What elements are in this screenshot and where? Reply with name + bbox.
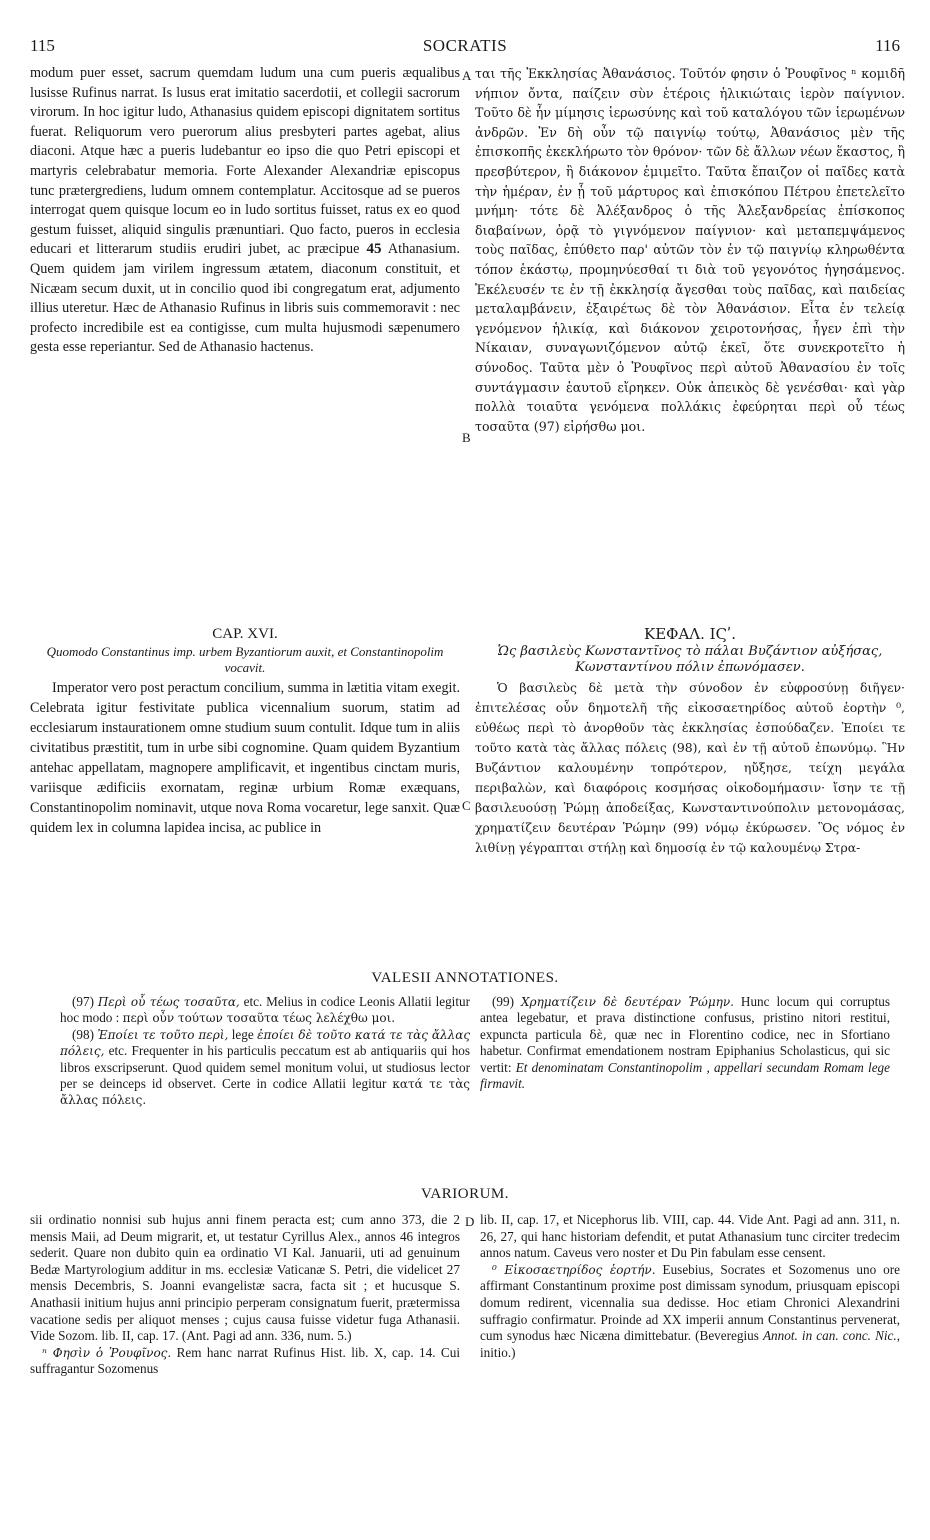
chapter-subtitle-greek: Ὡς βασιλεὺς Κωνσταντῖνος τὸ πάλαι Βυζάντιον αὐξήσας, Κωνσταντίνου πόλιν ἐπωνόμασεν.	[497, 644, 883, 675]
chapter-heading-greek: ΚΕΦΑΛ. ΙϚʹ.	[644, 625, 736, 643]
chapter-heading-latin: CAP. XVI.	[212, 626, 278, 642]
annotations-title: VALESII ANNOTATIONES.	[371, 970, 559, 986]
running-title: SOCRATIS	[422, 36, 508, 55]
page-number-right: 116	[875, 36, 900, 55]
annotations-right	[480, 994, 890, 1164]
variorum-left-p1: sii ordinatio nonnisi sub hujus anni finem peracta est; cum anno 373, die 2 mensis Maii, ad Deum migrarit, et, ut testatur Cyrillus Alex., annos 46 integros sederit. Quare non dubito quin ea ordinatio VI Kal. Januarii, uti ad genuinum Bedæ Martyrologium additur in ms. ecclesiæ Vaticanæ S. Petri, die videlicet 27 mensis Decembris, S. Joanni evangelistæ sacra, facta sit ; et hucusque S. Anathasii initium hujus anni principio perperam consignatum fuerit, prætermissa vacatione sedis per aliquot menses ; cujus causa fuisse videtur fuga Athanasii. Vide Sozom. lib. II, cap. 17. (Ant. Pagi ad ann. 336, num. 5.)	[30, 1212, 460, 1344]
chapter-latin	[30, 624, 460, 874]
variorum-right	[480, 1212, 900, 1512]
chapter-body-latin: Imperator vero post peractum concilium, summa in lætitia vitam exegit. Celebrata igitur festivitate publica vicennalium suorum, statim ad ecclesiarum instaurationem omne studium suum contulit. Idque tum in aliis civitatibus præstitit, tum in urbe sibi cognomine. Quam quidem Byzantium antehac appellatam, magnopere amplificavit, et ingentibus cinctam muris, variisque ædificiis exornatam, reginæ urbium Romæ exæquans, Constantinopolim nominavit, utque nova Roma vocaretur, lege sanxit. Quæ quidem lex in columna lapidea incisa, ac publice in	[30, 680, 460, 836]
chapter-body-greek: Ὁ βασιλεὺς δὲ μετὰ τὴν σύνοδον ἐν εὐφροσύνῃ διῆγεν· ἐπιτελέσας οὖν δημοτελῆ τῆς εἰκοσαετηρίδος αὐτοῦ ἑορτὴν ⁰, εὐθέως περὶ τὸ ἀνορθοῦν τὰς ἐκκλησίας ἐσπούδαζεν. Ἐποίει τε τοῦτο κατὰ τὰς ἄλλας πόλεις (98), καὶ ἐν τῇ αὐτοῦ ἐπωνύμῳ. Ἣν Βυζάντιον καλουμένην τοπρότερον, ηὔξησε, τείχη μεγάλα περιβαλὼν, καὶ διαφόροις κοσμήσας οἰκοδομήμασιν· ἴσην τε τῇ βασιλευούσῃ Ῥώμῃ ἀποδείξας, Κωνσταντινούπολιν μετονομάσας, χρηματίζειν δευτέραν Ῥώμην (99) νόμῳ ἐκύρωσεν. Ὃς νόμος ἐν λιθίνῃ γέγραπται στήλῃ καὶ δημοσίᾳ ἐν τῷ καλουμένῳ Στρα-	[475, 680, 905, 855]
variorum-right-p2: ⁰ Εἰκοσαετηρίδος ἑορτήν. Eusebius, Socrates et Sozomenus uno ore affirmant Constantinum proxime post dimissam synodum, priusquam episcopi domum redirent, vicennalia sua dedisse. Hoc etiam Chronici Alexandrini suffragio confirmatur. Proinde ad XX imperii annum Constantinus pervenerat, cum synodus hæc Nicæna dimittebatur. (Beveregius Annot. in can. conc. Nic., initio.)	[480, 1261, 901, 1360]
margin-marker-c: C	[462, 798, 471, 813]
variorum-left	[30, 1212, 460, 1512]
margin-marker-d: D	[465, 1214, 475, 1229]
greek-paragraph: ται τῆς Ἐκκλησίας Ἀθανάσιος. Τοῦτόν φησιν ὁ Ῥουφῖνος ⁿ κομιδῆ νήπιον ὄντα, παίζειν σὺν ἑτέροις ἡλικιώταις ἱερὸν παίγνιον. Τοῦτο δὲ ἦν μίμησις ἱερωσύνης καὶ τοῦ καταλόγου τῶν ἱερωμένων ἀνδρῶν. Ἐν δὴ οὖν τῷ παιγνίῳ τούτῳ, Ἀθανάσιος μὲν τῆς ἐπισκοπῆς ἐκεκλήρωτο τὸν θρόνον· τῶν δὲ ἄλλων νέων ἕκαστος, ἢ πρεσβύτερον, ἢ διάκονον ἐμιμεῖτο. Ταῦτα ἔπαιζον οἱ παῖδες κατὰ τὴν ἡμέραν, ἐν ᾗ τοῦ μάρτυρος καὶ ἐπισκόπου Πέτρου ἐπετελεῖτο μνήμη· τότε δὲ Ἀλέξανδρος ὁ τῆς Ἀλεξανδρείας ἐπίσκοπος διαβαίνων, ὁρᾷ τὸ γιγνόμενον παίγνιον· καὶ μεταπεμψάμενος τοὺς παῖδας, ἐπύθετο παρ' αὐτῶν τὸν ἐν τῷ παιγνίῳ κληρωθέντα τόπον ἑκάστῳ, προμηνύεσθαί τι διὰ τοῦ γεγονότος ἡγησάμενος. Ἐκέλευσέν τε ἐν τῇ ἐκκλησίᾳ ἄγεσθαι τοὺς παῖδας, καὶ παιδείας μεταλαμβάνειν, ἐξαιρέτως δὲ τὸν Ἀθανάσιον. Εἶτα ἐν τελείᾳ γενόμενον ἡλικίᾳ, καὶ διάκονον χειροτονήσας, ἦγεν ἐπὶ τὴν Νίκαιαν, συναγωνιζόμενον αὐτῷ ἐκεῖ, ὅτε συνεκροτεῖτο ἡ σύνοδος. Ταῦτα μὲν ὁ Ῥουφῖνος περὶ αὐτοῦ Ἀθανασίου ἐν τοῖς συντάγμασιν ἑαυτοῦ εἴρηκεν. Οὐκ ἀπεικὸς δὲ γενέσθαι· καὶ γὰρ πολλὰ τοιαῦτα γενόμενα πολλάκις ἐφεύρηται περὶ οὗ τέως τοσαῦτα (97) εἰρήσθω μοι.	[475, 66, 905, 434]
annotation-99: (99) Χρηματίζειν δὲ δευτέραν Ῥώμην. Hunc locum qui corruptus antea legebatur, et prava distinctione confusus, pristino nitori restitui, expuncta particula δὲ, quæ nec in Florentino codice, nec in Sfortiano habetur. Confirmat emendationem nostram Epiphanius Scholasticus, qui sic vertit: Et denominatam Constantinopolim , appellari secundam Romam lege firmavit.	[480, 994, 891, 1092]
running-header	[30, 36, 900, 60]
annotation-98: (98) Ἐποίει τε τοῦτο περὶ, lege ἐποίει δὲ τοῦτο κατά τε τὰς ἄλλας πόλεις, etc. Frequenter in his particulis peccatum est ab antiquariis qui hos libros exscripserunt. Quod quidem semel monitum volui, ut studiosus lector per se deinceps id observet. Certe in codice Allatii legitur κατά τε τὰς ἄλλας πόλεις.	[60, 1026, 471, 1108]
greek-column	[475, 64, 905, 624]
latin-paragraph	[30, 64, 460, 358]
annotation-97: (97) Περὶ οὗ τέως τοσαῦτα, etc. Melius in codice Leonis Allatii legitur hoc modo : περὶ οὖν τούτων τοσαῦτα τέως λελέχθω μοι.	[60, 994, 470, 1026]
margin-marker-b: B	[462, 430, 471, 445]
chapter-subtitle-latin: Quomodo Constantinus imp. urbem Byzantiorum auxit, et Constantinopolim vocavit.	[46, 644, 444, 675]
variorum-right-p1: lib. II, cap. 17, et Nicephorus lib. VIII, cap. 44. Vide Ant. Pagi ad ann. 311, n. 26, 27, qui hanc historiam defendit, et putat Athanasium tunc circiter tredecim annos natum. Caveus vero noster et Du Pin fabulam esse censent.	[480, 1212, 900, 1261]
annotations-left	[60, 994, 470, 1164]
latin-text-2: Athanasium. Quem quidem jam virilem ingressum ætatem, diaconum constituit, et Nicæam secum duxit, ut in concilio quod ibi congregatum erat, adjumento illius uteretur. Hæc de Athanasio Rufinus in libris suis commemoravit : nec profecto incredibile est ea contigisse, cum multa hujusmodi sæpenumero gesta esse reperiantur. Sed de Athanasio hactenus.	[30, 241, 461, 356]
variorum-left-p2: ⁿ Φησὶν ὁ Ῥουφῖνος. Rem hanc narrat Rufinus Hist. lib. X, cap. 14. Cui suffragantur Sozomenus	[30, 1344, 460, 1377]
latin-column	[30, 64, 460, 624]
variorum-title: VARIORUM.	[421, 1186, 509, 1202]
chapter-greek	[475, 624, 905, 874]
margin-marker-a: A	[462, 68, 472, 83]
folio-number: 45	[366, 241, 382, 258]
page-number-left: 115	[30, 36, 55, 55]
latin-text-1: modum puer esset, sacrum quemdam ludum una cum pueris æqualibus lusisse Rufinus narrat. Is lusus erat imitatio sacerdotii, et collegii sacrorum virorum. In hoc igitur ludo, Athanasius quidem episcopi dignitatem sortitus fuerat. Reliquorum vero puerorum alius presbyteri partes agebat, alius diaconi. Atque hæc a pueris ludebantur eo ipso die quo Petri episcopi et martyris celebrabatur memoria. Forte Alexander Alexandriæ episcopus tunc prætergrediens, ludum omnem contemplatur. Accitosque ad se pueros interrogat quem quisque locum eo in ludo sortitus fuisset, ratus ex eo quod gestum fuisset, aliquid singulis prænuntiari. Quo facto, pueros in ecclesia educari et litterarum studiis erudiri jubet, ac præcipue	[30, 65, 460, 258]
